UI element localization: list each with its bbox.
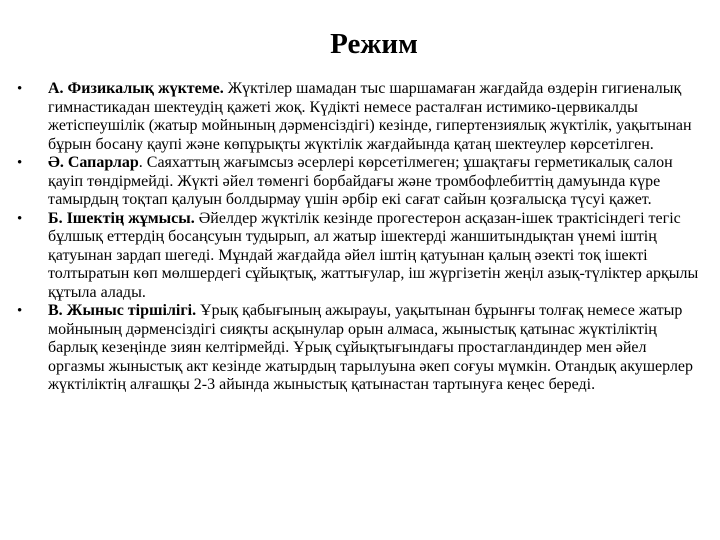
item-text: Жүктілер шамадан тыс шаршамаған жағдайда өздерін гигиеналық гимнастикадан шектеудің қажеті жоқ. Күдікті немесе расталған истимико-цервикалды жетіспеушілік (жатыр мойнының дәрменсіздігі) кезінде, гипертензиялық жүктілік, уақытынан бұрын босану қаупі және көпұрықты жүктілік жағдайында қатаң шектеулер көрсетілген. [48, 80, 692, 153]
item-heading: А. Физикалық жүктеме. [48, 80, 224, 97]
bullet-icon: • [17, 303, 23, 319]
item-text: Ұрық қабығының ажырауы, уақытынан бұрынғы толғақ немесе жатыр мойнының дәрменсіздігі сияқты асқынулар орын алмаса, жыныстық қатынас жүктіліктің барлық кезеңінде зиян келтірмейді. Ұрық сұйықтығындағы простагландиндер мен әйел оргазмы жыныстық акт кезінде жатырдың тарылуына әкеп соғуы мүмкін. Отандық акушерлер жүктіліктің алғашқы 2-3 айында жыныстық қатынастан тартынуға кеңес береді. [48, 302, 694, 393]
item-heading: Б. Ішектің жұмысы. [48, 209, 195, 227]
bullet-icon: • [17, 155, 23, 171]
item-text: . Саяхаттың жағымсыз әсерлері көрсетілмеген; ұшақтағы герметикалық салон қауіп төндірмейді. Жүкті әйел төменгі борбайдағы және тромбофлебиттің дамуында күре тамырдың тоқтап қалуын болдырмау үшін әрбір екі сағат сайын қозғалысқа түсуі қажет. [48, 154, 673, 208]
list-item-bowel-function [17, 210, 707, 303]
item-heading: Ә. Сапарлар [48, 154, 139, 171]
bullet-list [17, 80, 707, 395]
item-text: Әйелдер жүктілік кезінде прогестерон асқазан-ішек трактісіндегі тегіс бұлшық еттердің босаңсуын тудырып, ал жатыр ішектерді жаншитындықтан үнемі іштің қатуынан зардап шегеді. Мұндай жағдайда әйел іштің қатуынан қалың әзекті тоқ ішекті толтыратын көп мөлшердегі сұйықтық, жаттығулар, іш жүргізетін жеңіл азық-түліктер арқылы құтыла алады. [48, 209, 699, 301]
item-heading: В. Жыныс тіршілігі. [48, 302, 197, 319]
list-item-physical-load [17, 80, 707, 154]
bullet-icon: • [17, 81, 23, 97]
bullet-icon: • [17, 210, 23, 227]
slide-title: Режим [330, 28, 418, 60]
list-item-travel [17, 154, 707, 210]
list-item-sexual-life [17, 302, 707, 395]
